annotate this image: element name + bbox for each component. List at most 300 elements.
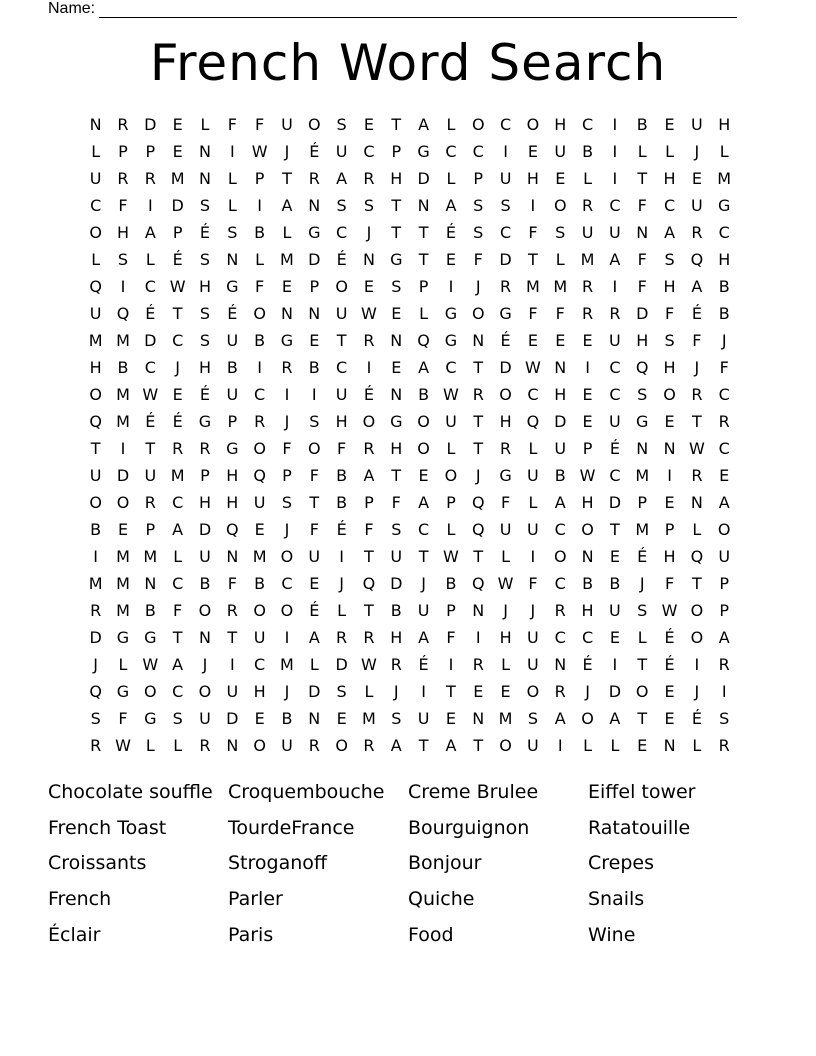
grid-letter: B	[144, 601, 156, 620]
grid-letter: J	[585, 682, 590, 701]
grid-letter: P	[446, 493, 456, 512]
grid-letter: E	[363, 277, 374, 296]
grid-row	[82, 678, 738, 705]
grid-letter: J	[694, 142, 700, 161]
grid-letter: I	[612, 115, 618, 134]
grid-letter: T	[473, 358, 484, 377]
grid-letter: Q	[226, 520, 239, 539]
grid-letter: G	[417, 142, 430, 161]
grid-letter: P	[364, 493, 374, 512]
word-list-item: Quiche	[408, 888, 475, 911]
word-list-item: Creme Brulee	[408, 781, 539, 803]
grid-letter: E	[527, 331, 538, 350]
grid-letter: P	[719, 601, 730, 620]
word-list-item: Bonjour	[408, 852, 482, 875]
grid-letter: G	[444, 304, 458, 323]
grid-letter: D	[116, 466, 130, 485]
grid-letter: O	[635, 682, 649, 701]
grid-letter: F	[664, 574, 675, 593]
grid-letter: W	[361, 304, 377, 323]
grid-letter: R	[718, 736, 730, 755]
word-list-item: Eiffel tower	[588, 781, 696, 803]
grid-letter: F	[528, 304, 538, 323]
grid-letter: A	[172, 520, 184, 539]
grid-letter: U	[718, 547, 731, 566]
grid-letter: L	[555, 250, 565, 269]
grid-letter: T	[227, 628, 238, 647]
grid-letter: É	[691, 304, 702, 323]
grid-letter: C	[609, 358, 621, 377]
grid-letter: E	[336, 709, 347, 728]
grid-letter: A	[390, 736, 402, 755]
grid-letter: E	[719, 466, 730, 485]
grid-letter: L	[227, 196, 237, 215]
grid-letter: P	[582, 439, 593, 458]
grid-letter: L	[637, 142, 647, 161]
grid-letter: E	[418, 466, 429, 485]
grid-letter: F	[637, 196, 647, 215]
grid-letter: H	[499, 628, 512, 647]
grid-letter: É	[172, 250, 183, 269]
grid-letter: L	[501, 547, 511, 566]
grid-letter: L	[719, 142, 729, 161]
grid-letter: É	[172, 412, 183, 431]
grid-letter: U	[554, 439, 567, 458]
grid-letter: A	[418, 358, 430, 377]
grid-letter: S	[637, 601, 648, 620]
grid-letter: B	[609, 574, 621, 593]
grid-letter: O	[690, 628, 704, 647]
grid-letter: T	[446, 682, 456, 701]
grid-letter: C	[581, 628, 594, 647]
grid-letter: J	[284, 142, 290, 161]
grid-row	[82, 273, 738, 300]
grid-letter: F	[255, 277, 265, 296]
grid-row	[82, 300, 738, 327]
grid-letter: W	[661, 601, 678, 620]
grid-row	[82, 219, 738, 246]
grid-letter: S	[363, 196, 375, 215]
grid-letter: U	[609, 412, 621, 431]
grid-letter: D	[636, 304, 649, 323]
word-list-item: Wine	[588, 923, 636, 946]
grid-letter: S	[172, 709, 183, 728]
grid-letter: H	[253, 682, 266, 701]
grid-letter: C	[609, 385, 621, 404]
grid-letter: H	[718, 250, 731, 269]
grid-letter: F	[309, 466, 319, 485]
grid-letter: H	[718, 115, 731, 134]
grid-letter: A	[336, 169, 348, 188]
grid-letter: M	[170, 466, 185, 485]
grid-letter: P	[172, 223, 183, 242]
grid-letter: Q	[635, 358, 649, 377]
grid-letter: A	[609, 709, 621, 728]
grid-letter: G	[280, 331, 294, 350]
grid-letter: U	[691, 115, 703, 134]
grid-row	[82, 111, 738, 138]
grid-letter: R	[199, 439, 211, 458]
grid-letter: E	[281, 277, 293, 296]
grid-letter: L	[309, 655, 319, 674]
grid-letter: M	[116, 547, 130, 566]
grid-letter: C	[172, 331, 184, 350]
page-title: French Word Search	[149, 34, 667, 92]
grid-letter: T	[473, 439, 484, 458]
grid-letter: C	[554, 520, 566, 539]
grid-letter: R	[718, 655, 730, 674]
grid-letter: L	[692, 736, 702, 755]
letter-grid	[82, 111, 738, 759]
grid-letter: R	[390, 655, 402, 674]
grid-letter: E	[582, 385, 593, 404]
grid-letter: R	[363, 169, 375, 188]
grid-letter: M	[116, 574, 130, 593]
grid-letter: G	[116, 682, 130, 701]
grid-letter: U	[89, 304, 102, 323]
grid-letter: A	[418, 493, 430, 512]
grid-letter: B	[336, 466, 348, 485]
grid-letter: É	[363, 385, 374, 404]
grid-letter: T	[90, 439, 101, 458]
grid-letter: N	[308, 304, 321, 323]
grid-letter: T	[172, 304, 183, 323]
grid-letter: P	[227, 412, 238, 431]
grid-letter: H	[116, 223, 129, 242]
grid-letter: I	[120, 277, 126, 296]
grid-letter: E	[445, 709, 456, 728]
grid-letter: E	[473, 682, 484, 701]
grid-letter: U	[499, 169, 512, 188]
grid-letter: C	[254, 655, 266, 674]
grid-letter: A	[554, 493, 566, 512]
word-list-item: Parler	[228, 888, 283, 911]
grid-letter: A	[418, 115, 430, 134]
grid-letter: R	[500, 277, 512, 296]
grid-letter: F	[528, 223, 538, 242]
grid-letter: N	[308, 196, 321, 215]
grid-letter: M	[362, 709, 376, 728]
grid-letter: M	[498, 709, 513, 728]
grid-letter: C	[500, 115, 512, 134]
word-list-item: TourdeFrance	[228, 816, 355, 839]
grid-letter: Q	[362, 574, 376, 593]
grid-letter: E	[363, 115, 374, 134]
grid-letter: O	[663, 385, 676, 404]
grid-letter: F	[637, 277, 647, 296]
grid-letter: O	[499, 736, 512, 755]
grid-row	[82, 624, 738, 651]
grid-letter: É	[145, 412, 156, 431]
name-line-rule[interactable]	[99, 2, 737, 18]
grid-letter: R	[472, 385, 484, 404]
grid-letter: É	[336, 250, 347, 269]
grid-letter: D	[171, 196, 184, 215]
grid-letter: U	[691, 196, 703, 215]
grid-letter: C	[554, 628, 566, 647]
grid-letter: E	[582, 412, 593, 431]
grid-letter: O	[417, 412, 430, 431]
grid-letter: T	[473, 547, 484, 566]
grid-row	[82, 570, 738, 597]
grid-letter: O	[307, 115, 321, 134]
grid-letter: M	[717, 169, 732, 188]
grid-letter: C	[144, 277, 156, 296]
grid-letter: C	[554, 574, 566, 593]
grid-letter: J	[721, 331, 727, 350]
grid-letter: D	[308, 682, 321, 701]
grid-letter: F	[337, 439, 347, 458]
grid-letter: O	[581, 709, 594, 728]
grid-letter: T	[691, 574, 702, 593]
grid-letter: L	[528, 493, 538, 512]
word-list-item: Snails	[588, 888, 645, 911]
grid-letter: O	[280, 601, 294, 620]
grid-letter: L	[282, 223, 292, 242]
grid-letter: S	[473, 196, 484, 215]
grid-letter: D	[499, 250, 512, 269]
grid-letter: F	[664, 304, 675, 323]
grid-letter: É	[309, 601, 320, 620]
grid-letter: S	[199, 304, 211, 323]
grid-letter: O	[526, 682, 540, 701]
grid-letter: S	[664, 331, 675, 350]
grid-letter: U	[609, 331, 621, 350]
grid-letter: M	[170, 169, 185, 188]
grid-letter: U	[144, 466, 157, 485]
grid-letter: O	[144, 682, 157, 701]
grid-letter: U	[335, 142, 348, 161]
grid-letter: C	[418, 520, 430, 539]
grid-letter: I	[284, 385, 290, 404]
grid-letter: R	[363, 439, 375, 458]
grid-letter: B	[254, 331, 266, 350]
grid-letter: F	[446, 628, 456, 647]
grid-letter: S	[336, 196, 347, 215]
grid-letter: D	[308, 250, 321, 269]
grid-letter: L	[583, 169, 593, 188]
grid-letter: B	[554, 466, 566, 485]
grid-letter: O	[116, 493, 130, 512]
grid-letter: I	[229, 142, 235, 161]
grid-letter: J	[93, 655, 99, 674]
grid-letter: C	[172, 682, 184, 701]
grid-letter: U	[499, 520, 512, 539]
grid-letter: F	[255, 115, 265, 134]
grid-letter: S	[555, 223, 566, 242]
grid-letter: W	[443, 547, 459, 566]
grid-letter: Q	[89, 682, 102, 701]
grid-letter: U	[527, 655, 539, 674]
grid-letter: R	[308, 169, 320, 188]
grid-letter: É	[609, 439, 620, 458]
grid-letter: E	[609, 628, 620, 647]
grid-letter: B	[254, 574, 266, 593]
grid-letter: D	[417, 169, 430, 188]
name-field[interactable]	[48, 0, 737, 18]
grid-letter: I	[448, 655, 454, 674]
grid-letter: G	[499, 466, 512, 485]
grid-letter: W	[497, 574, 514, 593]
grid-row	[82, 165, 738, 192]
grid-letter: E	[117, 520, 129, 539]
grid-letter: Q	[253, 466, 266, 485]
grid-letter: R	[691, 223, 703, 242]
grid-letter: C	[527, 385, 539, 404]
grid-letter: Q	[690, 547, 704, 566]
grid-letter: I	[667, 466, 672, 485]
grid-letter: N	[280, 304, 293, 323]
grid-letter: N	[663, 439, 676, 458]
grid-letter: E	[664, 493, 675, 512]
grid-letter: N	[472, 709, 485, 728]
grid-letter: C	[718, 223, 730, 242]
grid-letter: F	[391, 493, 401, 512]
grid-row	[82, 597, 738, 624]
grid-letter: F	[528, 574, 538, 593]
word-list	[48, 775, 768, 953]
grid-letter: W	[443, 385, 459, 404]
grid-row	[82, 435, 738, 462]
grid-letter: O	[89, 223, 102, 242]
grid-letter: T	[145, 439, 156, 458]
grid-letter: J	[284, 682, 290, 701]
grid-letter: E	[172, 385, 183, 404]
word-list-item: Éclair	[48, 923, 101, 946]
grid-letter: G	[390, 412, 403, 431]
grid-letter: U	[527, 520, 539, 539]
grid-letter: T	[691, 412, 702, 431]
grid-letter: D	[335, 655, 348, 674]
grid-letter: H	[226, 466, 239, 485]
grid-letter: H	[581, 601, 594, 620]
grid-letter: W	[251, 142, 268, 161]
grid-letter: B	[390, 601, 402, 620]
grid-letter: P	[200, 466, 210, 485]
grid-letter: S	[527, 709, 538, 728]
grid-letter: S	[336, 682, 347, 701]
grid-letter: L	[692, 520, 702, 539]
word-list-item: Paris	[228, 923, 274, 946]
grid-letter: É	[637, 547, 648, 566]
grid-letter: H	[526, 169, 539, 188]
grid-letter: A	[172, 655, 184, 674]
grid-letter: O	[253, 601, 266, 620]
grid-letter: É	[500, 331, 511, 350]
grid-letter: S	[336, 115, 347, 134]
grid-letter: R	[363, 628, 375, 647]
grid-letter: N	[390, 385, 403, 404]
grid-letter: G	[144, 709, 157, 728]
grid-row	[82, 705, 738, 732]
grid-letter: E	[172, 115, 183, 134]
grid-letter: R	[308, 736, 320, 755]
grid-letter: O	[690, 601, 704, 620]
grid-letter: M	[635, 520, 650, 539]
grid-letter: I	[694, 655, 700, 674]
grid-letter: M	[143, 547, 158, 566]
grid-letter: F	[473, 250, 483, 269]
grid-letter: O	[253, 439, 266, 458]
grid-letter: H	[554, 385, 567, 404]
grid-letter: J	[393, 682, 399, 701]
grid-letter: J	[284, 520, 290, 539]
grid-row	[82, 462, 738, 489]
grid-letter: C	[500, 223, 512, 242]
grid-letter: S	[199, 250, 211, 269]
grid-letter: W	[688, 439, 705, 458]
grid-letter: É	[199, 385, 211, 404]
grid-letter: S	[391, 709, 402, 728]
grid-letter: E	[664, 412, 675, 431]
grid-letter: O	[253, 736, 266, 755]
grid-letter: R	[199, 736, 211, 755]
grid-letter: C	[336, 223, 348, 242]
word-list-item: Stroganoff	[228, 852, 327, 875]
grid-row	[82, 408, 738, 435]
grid-letter: W	[169, 277, 186, 296]
grid-letter: S	[637, 385, 648, 404]
grid-letter: S	[199, 331, 211, 350]
grid-letter: C	[90, 196, 102, 215]
grid-letter: L	[528, 439, 538, 458]
grid-letter: O	[444, 466, 458, 485]
grid-letter: T	[391, 466, 402, 485]
grid-letter: L	[200, 115, 210, 134]
grid-letter: L	[501, 655, 511, 674]
grid-letter: I	[612, 655, 618, 674]
grid-letter: S	[664, 250, 675, 269]
grid-letter: I	[530, 196, 536, 215]
grid-letter: I	[530, 547, 536, 566]
grid-letter: U	[554, 142, 567, 161]
grid-letter: I	[612, 142, 618, 161]
grid-letter: N	[690, 493, 703, 512]
grid-letter: R	[117, 115, 129, 134]
grid-letter: H	[663, 358, 676, 377]
grid-letter: L	[227, 169, 237, 188]
grid-letter: Q	[526, 412, 540, 431]
grid-letter: I	[147, 196, 153, 215]
grid-letter: H	[663, 547, 676, 566]
grid-letter: É	[664, 655, 675, 674]
grid-letter: W	[142, 655, 159, 674]
grid-letter: L	[173, 547, 183, 566]
grid-letter: É	[691, 709, 702, 728]
grid-letter: R	[172, 439, 184, 458]
grid-letter: E	[391, 304, 402, 323]
grid-letter: F	[719, 358, 729, 377]
grid-letter: R	[281, 358, 293, 377]
grid-letter: É	[309, 142, 320, 161]
grid-letter: R	[554, 682, 566, 701]
grid-letter: O	[553, 547, 567, 566]
grid-letter: N	[554, 358, 567, 377]
grid-letter: I	[503, 142, 508, 161]
grid-letter: R	[90, 736, 102, 755]
grid-letter: R	[554, 601, 566, 620]
grid-letter: H	[390, 439, 403, 458]
grid-letter: U	[281, 115, 293, 134]
grid-letter: R	[254, 412, 266, 431]
grid-letter: M	[88, 331, 103, 350]
grid-letter: J	[366, 223, 372, 242]
grid-letter: P	[664, 520, 675, 539]
grid-letter: P	[637, 493, 648, 512]
grid-letter: C	[663, 196, 676, 215]
grid-letter: T	[418, 547, 429, 566]
grid-letter: I	[612, 169, 618, 188]
